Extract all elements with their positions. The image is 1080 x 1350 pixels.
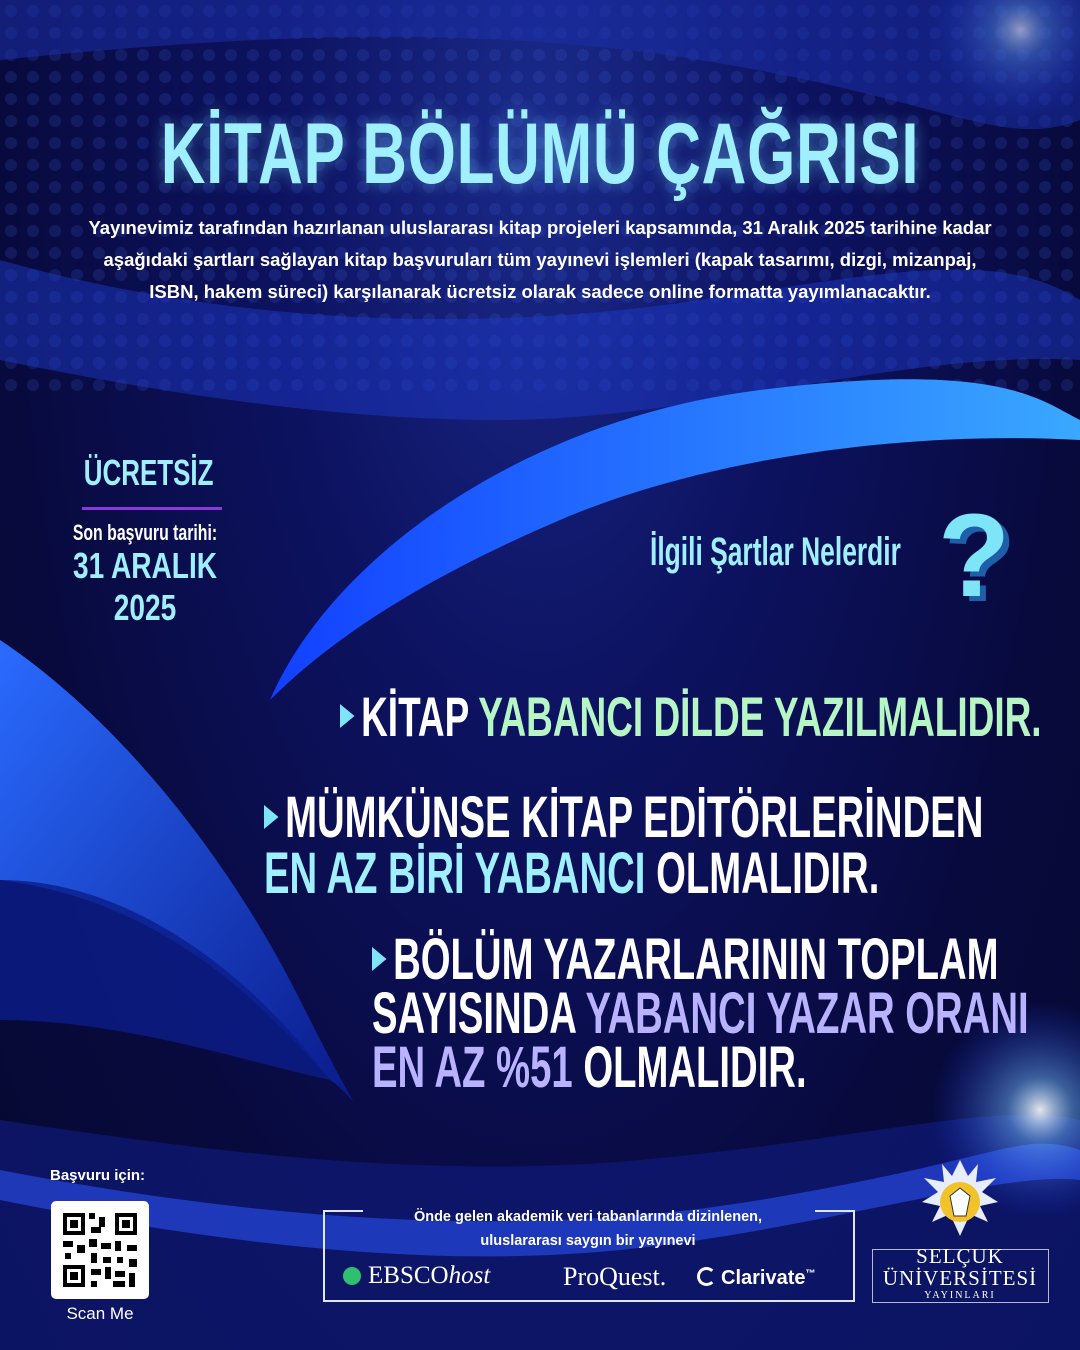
condition-3-line3-highlight: EN AZ %51 xyxy=(372,1035,584,1100)
clarivate-tm: ™ xyxy=(805,1268,816,1280)
qr-code-icon xyxy=(51,1201,149,1299)
condition-2-highlight: EN AZ BİRİ YABANCI xyxy=(264,841,657,906)
publisher-line-1: SELÇUK xyxy=(916,1244,1004,1268)
qr-code[interactable] xyxy=(51,1201,149,1299)
ebsco-icon xyxy=(343,1267,361,1285)
deadline-label: Son başvuru tarihi: xyxy=(72,520,218,545)
condition-item-3-line3 xyxy=(372,1034,807,1101)
divider xyxy=(82,507,222,510)
index-line-1: Önde gelen akademik veri tabanlarında dizinlenen, xyxy=(413,1209,763,1225)
index-text xyxy=(323,1205,853,1253)
clarivate-icon xyxy=(697,1267,716,1286)
condition-3-text: BÖLÜM YAZARLARININ TOPLAM xyxy=(393,927,999,992)
apply-label: Başvuru için: xyxy=(50,1167,146,1184)
clarivate-logo-text: Clarivate xyxy=(721,1267,806,1289)
condition-2-tail: OLMALIDIR. xyxy=(656,841,880,906)
ebsco-logo-text: EBSCO xyxy=(368,1262,449,1289)
scan-me-label: Scan Me xyxy=(66,1304,134,1323)
question-mark-icon: ? xyxy=(938,490,1011,622)
condition-item-1 xyxy=(340,684,1042,749)
condition-1-text: KİTAP xyxy=(361,685,479,748)
free-label: ÜCRETSİZ xyxy=(83,452,214,493)
triangle-bullet-icon xyxy=(340,704,355,728)
proquest-logo: ProQuest. xyxy=(563,1262,667,1291)
triangle-bullet-icon xyxy=(264,805,279,829)
condition-3-line2-highlight: YABANCI YAZAR ORANI xyxy=(585,981,1029,1046)
clarivate-logo xyxy=(697,1267,816,1290)
page-title: KİTAP BÖLÜMÜ ÇAĞRISI xyxy=(160,106,920,202)
condition-3-line3-text: OLMALIDIR. xyxy=(583,1035,807,1100)
ebsco-logo-italic: host xyxy=(448,1262,491,1289)
deadline-date: 31 ARALIK 2025 xyxy=(72,545,218,628)
condition-3-line2-text: SAYISINDA xyxy=(372,981,586,1046)
publisher-line-3: YAYINLARI xyxy=(924,1290,996,1301)
eagle-seal-icon xyxy=(916,1156,1004,1244)
index-line-2: uluslararası saygın bir yayınevi xyxy=(480,1233,696,1249)
publisher-line-2: ÜNİVERSİTESİ xyxy=(882,1266,1038,1290)
ebsco-logo xyxy=(343,1262,490,1290)
condition-item-2-line2 xyxy=(264,840,879,907)
condition-1-highlight: YABANCI DİLDE YAZILMALIDIR. xyxy=(478,685,1042,748)
triangle-bullet-icon xyxy=(372,947,387,971)
condition-2-text: MÜMKÜNSE KİTAP EDİTÖRLERİNDEN xyxy=(285,785,984,850)
intro-paragraph: Yayınevimiz tarafından hazırlanan uluslararası kitap projeleri kapsamında, 31 Aralık 2025 tarihine kadar aşağıdaki şartları sağlayan kitap başvuruları tüm yayınevi işlemleri (kapak tasarımı, dizgi, mizanpaj, ISBN, hakem süreci) karşılanarak ücretsiz olarak sadece online formatta yayımlanacaktır. xyxy=(88,217,992,302)
conditions-question: İlgili Şartlar Nelerdir xyxy=(650,530,901,574)
